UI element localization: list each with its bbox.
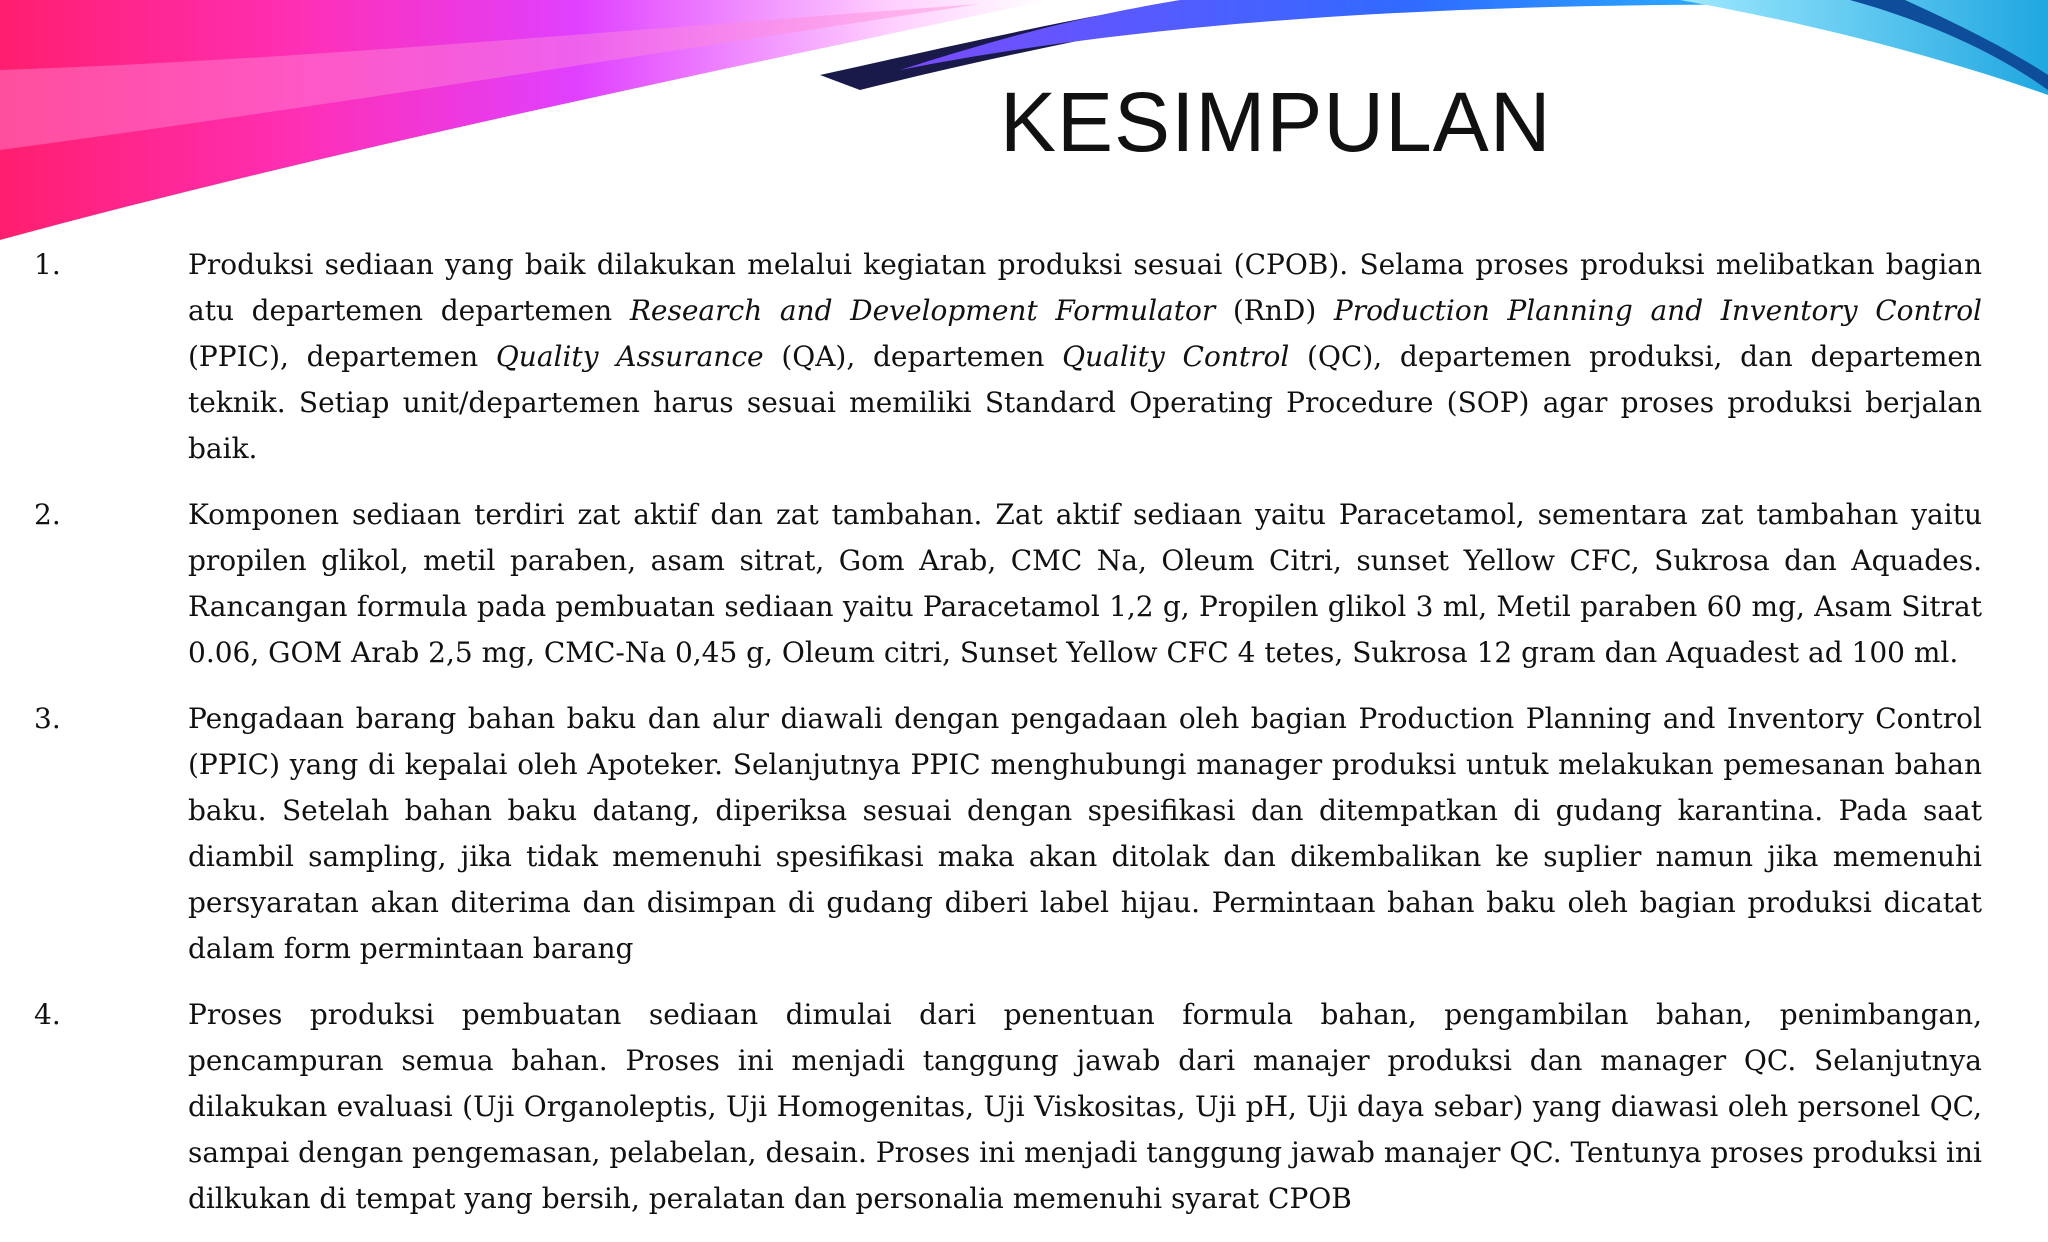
- list-item-number: 1.: [34, 248, 61, 281]
- list-item: [0, 696, 2048, 972]
- slide-title: KESIMPULAN: [1000, 75, 1552, 169]
- list-item-number: 3.: [34, 702, 61, 735]
- italic-term: Production Planning and Inventory Control: [1333, 294, 1983, 327]
- text-segment: Pengadaan barang bahan baku dan alur diawali dengan pengadaan oleh bagian Production Planning and Inventory Control (PPIC) yang di kepalai oleh Apoteker. Selanjutnya PPIC menghubungi manager produksi untuk melakukan pemesanan bahan baku. Setelah bahan baku datang, diperiksa sesuai dengan spesifikasi dan ditempatkan di gudang karantina. Pada saat diambil sampling, jika tidak memenuhi spesifikasi maka akan ditolak dan dikembalikan ke suplier namun jika memenuhi persyaratan akan diterima dan disimpan di gudang diberi label hijau. Permintaan bahan baku oleh bagian produksi dicatat dalam form permintaan barang: [188, 702, 1982, 965]
- list-item-text: [188, 242, 1982, 472]
- italic-term: Quality Assurance: [495, 340, 764, 373]
- italic-term: Research and Development Formulator: [629, 294, 1216, 327]
- text-segment: Produksi sediaan yang baik dilakukan melalui kegiatan produksi sesuai (CPOB). Selama proses produksi melibatkan bagian atu departemen departemen: [188, 248, 1982, 327]
- list-item-number: 4.: [34, 998, 61, 1031]
- list-item-text: [188, 992, 1982, 1222]
- list-item-text: [188, 696, 1982, 972]
- list-item: [0, 492, 2048, 676]
- text-segment: (QA), departemen: [763, 340, 1063, 373]
- italic-term: Quality Control: [1062, 340, 1290, 373]
- list-item: [0, 242, 2048, 472]
- list-item-text: [188, 492, 1982, 676]
- text-segment: Proses produksi pembuatan sediaan dimulai dari penentuan formula bahan, pengambilan bahan, penimbangan, pencampuran semua bahan. Proses ini menjadi tanggung jawab dari manajer produksi dan manager QC. Selanjutnya dilakukan evaluasi (Uji Organoleptis, Uji Homogenitas, Uji Viskositas, Uji pH, Uji daya sebar) yang diawasi oleh personel QC, sampai dengan pengemasan, pelabelan, desain. Proses ini menjadi tanggung jawab manajer QC. Tentunya proses produksi ini dilkukan di tempat yang bersih, peralatan dan personalia memenuhi syarat CPOB: [188, 998, 1982, 1215]
- conclusion-list: [0, 242, 2048, 1242]
- text-segment: Komponen sediaan terdiri zat aktif dan zat tambahan. Zat aktif sediaan yaitu Paracetamol, sementara zat tambahan yaitu propilen glikol, metil paraben, asam sitrat, Gom Arab, CMC Na, Oleum Citri, sunset Yellow CFC, Sukrosa dan Aquades. Rancangan formula pada pembuatan sediaan yaitu Paracetamol 1,2 g, Propilen glikol 3 ml, Metil paraben 60 mg, Asam Sitrat 0.06, GOM Arab 2,5 mg, CMC-Na 0,45 g, Oleum citri, Sunset Yellow CFC 4 tetes, Sukrosa 12 gram dan Aquadest ad 100 ml.: [188, 498, 1982, 669]
- list-item: [0, 992, 2048, 1222]
- text-segment: (RnD): [1215, 294, 1334, 327]
- text-segment: (QC), departemen produksi, dan departemen teknik. Setiap unit/departemen harus sesuai memiliki Standard Operating Procedure (SOP) agar proses produksi berjalan baik.: [188, 340, 1982, 465]
- list-item-number: 2.: [34, 498, 61, 531]
- text-segment: (PPIC), departemen: [188, 340, 496, 373]
